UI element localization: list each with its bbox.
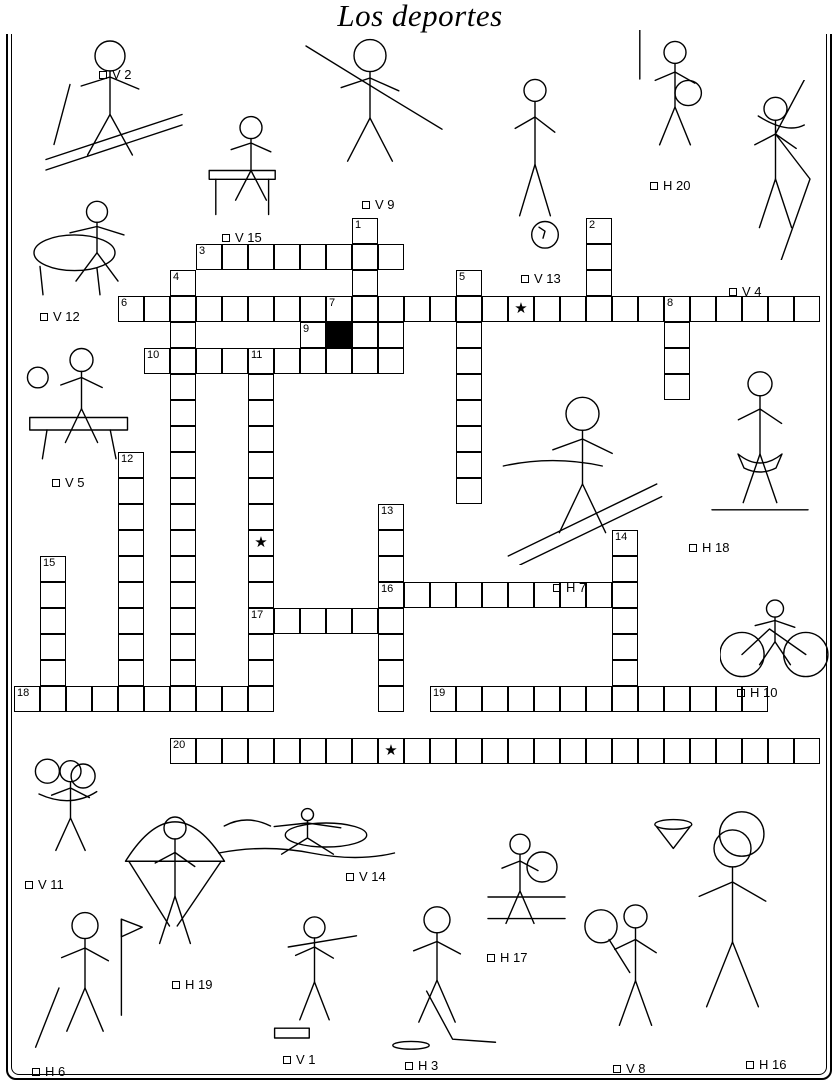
crossword-cell[interactable] [274, 244, 300, 270]
wrestlers-illustration [18, 752, 123, 872]
crossword-cell-9[interactable] [300, 322, 326, 348]
clue-label-text: V 15 [235, 230, 262, 245]
cell-number: 12 [121, 453, 134, 465]
clue-label-text: H 3 [418, 1058, 439, 1073]
soccer-player-illustration [480, 60, 590, 250]
clue-label-text: V 8 [626, 1061, 646, 1076]
golfer-illustration [20, 900, 150, 1060]
crossword-cell[interactable] [352, 270, 378, 296]
crossword-cell[interactable] [586, 296, 612, 322]
crossword-cell[interactable] [40, 686, 66, 712]
crossword-cell[interactable] [508, 296, 534, 322]
crossword-cell[interactable] [352, 348, 378, 374]
clue-checkbox[interactable] [746, 1061, 754, 1069]
crossword-cell-7[interactable] [326, 296, 352, 322]
clue-label-text: V 14 [359, 869, 386, 884]
clue-label-text: V 9 [375, 197, 395, 212]
crossword-cell[interactable] [170, 660, 196, 686]
cell-number: 16 [381, 583, 394, 595]
crossword-cell[interactable] [170, 426, 196, 452]
crossword-cell[interactable] [404, 582, 430, 608]
crossword-cell[interactable] [404, 738, 430, 764]
clue-label-text: V 11 [38, 877, 64, 892]
crossword-cell[interactable] [248, 634, 274, 660]
crossword-cell[interactable] [352, 322, 378, 348]
clue-label-text: V 12 [53, 309, 80, 324]
clue-checkbox[interactable] [32, 1068, 40, 1076]
crossword-cell[interactable] [456, 322, 482, 348]
cell-number: 17 [251, 609, 264, 621]
clue-checkbox[interactable] [613, 1065, 621, 1073]
clue-label-text: H 7 [566, 580, 587, 595]
crossword-cell[interactable] [118, 478, 144, 504]
crossword-cell[interactable] [40, 608, 66, 634]
crossword-cell[interactable] [482, 686, 508, 712]
crossword-cell[interactable] [248, 738, 274, 764]
clue-label-h7[interactable] [553, 580, 586, 595]
crossword-cell[interactable] [170, 504, 196, 530]
crossword-cell[interactable] [248, 686, 274, 712]
crossword-cell[interactable] [378, 530, 404, 556]
crossword-cell[interactable] [118, 686, 144, 712]
water-skier-illustration [500, 385, 665, 565]
crossword-cell[interactable] [378, 244, 404, 270]
clue-checkbox[interactable] [405, 1062, 413, 1070]
crossword-cell[interactable] [664, 348, 690, 374]
crossword-cell[interactable] [456, 478, 482, 504]
page-title-text: Los deportes [325, 0, 514, 33]
crossword-cell[interactable] [664, 686, 690, 712]
crossword-cell[interactable] [40, 582, 66, 608]
cell-number: 9 [303, 323, 310, 335]
crossword-cell[interactable] [248, 556, 274, 582]
crossword-cell[interactable] [118, 530, 144, 556]
crossword-cell[interactable] [456, 738, 482, 764]
crossword-cell[interactable] [378, 738, 404, 764]
crossword-cell[interactable] [794, 738, 820, 764]
crossword-cell[interactable] [456, 426, 482, 452]
fencer-illustration [290, 30, 450, 190]
crossword-cell[interactable] [378, 322, 404, 348]
crossword-cell[interactable] [40, 660, 66, 686]
crossword-cell[interactable] [300, 608, 326, 634]
crossword-cell[interactable] [352, 244, 378, 270]
crossword-cell[interactable] [196, 296, 222, 322]
clue-label-v13[interactable] [521, 271, 561, 286]
crossword-cell[interactable] [638, 686, 664, 712]
cell-number: 1 [355, 219, 362, 231]
cell-number: 6 [121, 297, 128, 309]
crossword-cell[interactable] [508, 738, 534, 764]
crossword-cell[interactable] [378, 686, 404, 712]
crossword-cell[interactable] [378, 556, 404, 582]
crossword-cell[interactable] [118, 556, 144, 582]
cell-number: 18 [17, 687, 30, 699]
crossword-cell[interactable] [560, 296, 586, 322]
crossword-cell[interactable] [352, 608, 378, 634]
crossword-cell[interactable] [378, 348, 404, 374]
crossword-cell[interactable] [690, 738, 716, 764]
clue-label-v11[interactable] [25, 877, 64, 892]
crossword-cell[interactable] [274, 738, 300, 764]
crossword-cell[interactable] [222, 738, 248, 764]
crossword-cell[interactable] [222, 686, 248, 712]
crossword-cell[interactable] [638, 738, 664, 764]
crossword-cell[interactable] [638, 296, 664, 322]
crossword-cell[interactable] [196, 348, 222, 374]
clue-label-text: V 4 [742, 284, 762, 299]
crossword-cell[interactable] [612, 296, 638, 322]
crossword-cell[interactable] [170, 634, 196, 660]
clue-label-text: H 19 [185, 977, 213, 992]
crossword-cell[interactable] [378, 296, 404, 322]
crossword-cell[interactable] [664, 374, 690, 400]
clue-checkbox[interactable] [362, 201, 370, 209]
cell-number: 13 [381, 505, 394, 517]
crossword-cell[interactable] [404, 296, 430, 322]
cell-number: 7 [329, 297, 336, 309]
crossword-cell[interactable] [222, 244, 248, 270]
crossword-cell[interactable] [248, 400, 274, 426]
crossword-cell[interactable] [326, 738, 352, 764]
clue-checkbox[interactable] [52, 479, 60, 487]
clue-label-h19[interactable] [172, 977, 212, 992]
clue-checkbox[interactable] [40, 313, 48, 321]
crossword-cell[interactable] [326, 244, 352, 270]
ice-skater-illustration [700, 355, 820, 535]
crossword-cell-18[interactable] [14, 686, 40, 712]
crossword-cell[interactable] [196, 686, 222, 712]
clue-checkbox[interactable] [521, 275, 529, 283]
crossword-cell[interactable] [508, 686, 534, 712]
crossword-cell[interactable] [508, 582, 534, 608]
crossword-cell[interactable] [612, 738, 638, 764]
crossword-cell[interactable] [248, 426, 274, 452]
crossword-cell[interactable] [170, 478, 196, 504]
crossword-cell[interactable] [742, 738, 768, 764]
star-marker-icon: ★ [384, 742, 398, 759]
crossword-cell[interactable] [248, 504, 274, 530]
crossword-cell[interactable] [248, 374, 274, 400]
crossword-cell[interactable] [326, 348, 352, 374]
crossword-cell[interactable] [170, 348, 196, 374]
crossword-cell[interactable] [300, 738, 326, 764]
crossword-cell-20[interactable] [170, 738, 196, 764]
page-title [0, 0, 840, 34]
crossword-cell[interactable] [170, 322, 196, 348]
crossword-cell[interactable] [222, 348, 248, 374]
crossword-cell[interactable] [430, 738, 456, 764]
crossword-cell[interactable] [456, 400, 482, 426]
clue-label-h16[interactable] [746, 1057, 786, 1072]
skier-illustration [30, 32, 190, 182]
crossword-cell[interactable] [300, 348, 326, 374]
crossword-cell[interactable] [170, 374, 196, 400]
clue-label-h18[interactable] [689, 540, 729, 555]
clue-label-h20[interactable] [650, 178, 690, 193]
crossword-cell-15[interactable] [40, 556, 66, 582]
crossword-cell[interactable] [170, 296, 196, 322]
crossword-cell[interactable] [664, 322, 690, 348]
crossword-cell[interactable] [586, 270, 612, 296]
table-tennis-illustration [24, 340, 139, 465]
crossword-cell[interactable] [170, 452, 196, 478]
crossword-cell-4[interactable] [170, 270, 196, 296]
crossword-cell[interactable] [612, 608, 638, 634]
clue-label-text: V 5 [65, 475, 85, 490]
cell-number: 3 [199, 245, 206, 257]
crossword-cell[interactable] [456, 452, 482, 478]
clue-label-text: H 17 [500, 950, 528, 965]
crossword-cell[interactable] [352, 296, 378, 322]
crossword-cell[interactable] [534, 738, 560, 764]
crossword-cell[interactable] [456, 296, 482, 322]
crossword-cell[interactable] [560, 738, 586, 764]
crossword-cell[interactable] [300, 244, 326, 270]
crossword-cell[interactable] [118, 504, 144, 530]
tennis-illustration [578, 890, 693, 1055]
crossword-cell[interactable] [690, 686, 716, 712]
clue-label-v8[interactable] [613, 1061, 646, 1076]
clue-checkbox[interactable] [25, 881, 33, 889]
crossword-cell[interactable] [612, 634, 638, 660]
crossword-cell[interactable] [612, 582, 638, 608]
crossword-cell[interactable] [378, 608, 404, 634]
crossword-cell[interactable] [274, 608, 300, 634]
cyclist-illustration [720, 595, 830, 680]
cell-number: 5 [459, 271, 466, 283]
crossword-cell-17[interactable] [248, 608, 274, 634]
crossword-cell-10[interactable] [144, 348, 170, 374]
crossword-cell-3[interactable] [196, 244, 222, 270]
clue-checkbox[interactable] [553, 584, 561, 592]
clue-label-v5[interactable] [52, 475, 85, 490]
crossword-cell[interactable] [118, 660, 144, 686]
clue-label-text: H 10 [750, 685, 778, 700]
swimmer-illustration [215, 805, 400, 865]
crossword-cell-19[interactable] [430, 686, 456, 712]
crossword-cell[interactable] [716, 296, 742, 322]
crossword-cell[interactable] [248, 478, 274, 504]
crossword-cell[interactable] [430, 582, 456, 608]
crossword-cell[interactable] [118, 608, 144, 634]
crossword-cell[interactable] [170, 608, 196, 634]
crossword-cell[interactable] [456, 374, 482, 400]
crossword-cell[interactable] [612, 686, 638, 712]
baseball-illustration [262, 905, 367, 1045]
crossword-cell[interactable] [768, 296, 794, 322]
crossword-cell[interactable] [274, 348, 300, 374]
cell-number: 14 [615, 531, 628, 543]
crossword-cell[interactable] [170, 556, 196, 582]
crossword-cell[interactable] [92, 686, 118, 712]
crossword-cell[interactable] [742, 296, 768, 322]
crossword-cell[interactable] [248, 452, 274, 478]
cell-number: 19 [433, 687, 446, 699]
crossword-cell[interactable] [378, 660, 404, 686]
crossword-cell[interactable] [586, 738, 612, 764]
crossword-cell[interactable] [560, 686, 586, 712]
crossword-cell[interactable] [534, 686, 560, 712]
clue-label-v4[interactable] [729, 284, 762, 299]
crossword-cell[interactable] [716, 738, 742, 764]
clue-checkbox[interactable] [729, 288, 737, 296]
clue-checkbox[interactable] [737, 689, 745, 697]
crossword-cell[interactable] [586, 582, 612, 608]
crossword-cell[interactable] [40, 634, 66, 660]
crossword-cell[interactable] [456, 348, 482, 374]
crossword-cell[interactable] [300, 296, 326, 322]
clue-label-v12[interactable] [40, 309, 80, 324]
crossword-cell[interactable] [170, 582, 196, 608]
crossword-cell[interactable] [274, 296, 300, 322]
climber-illustration [718, 80, 833, 260]
crossword-cell[interactable] [534, 296, 560, 322]
crossword-cell[interactable] [690, 296, 716, 322]
title-band [0, 0, 840, 34]
crossword-cell[interactable] [794, 296, 820, 322]
crossword-cell[interactable] [248, 296, 274, 322]
crossword-cell[interactable] [378, 634, 404, 660]
star-marker-icon: ★ [514, 300, 528, 317]
crossword-cell-13[interactable] [378, 504, 404, 530]
clue-checkbox[interactable] [172, 981, 180, 989]
clue-label-text: V 1 [296, 1052, 316, 1067]
cell-number: 4 [173, 271, 180, 283]
crossword-cell[interactable] [664, 738, 690, 764]
crossword-cell-5[interactable] [456, 270, 482, 296]
crossword-cell[interactable] [66, 686, 92, 712]
crossword-cell[interactable] [482, 582, 508, 608]
clue-label-h10[interactable] [737, 685, 777, 700]
clue-label-v9[interactable] [362, 197, 395, 212]
crossword-cell[interactable] [248, 582, 274, 608]
crossword-cell[interactable] [586, 686, 612, 712]
clue-label-h3[interactable] [405, 1058, 438, 1073]
crossword-cell[interactable] [248, 660, 274, 686]
crossword-cell-1[interactable] [352, 218, 378, 244]
clue-label-text: H 18 [702, 540, 730, 555]
clue-label-v14[interactable] [346, 869, 386, 884]
clue-checkbox[interactable] [222, 234, 230, 242]
cell-number: 2 [589, 219, 596, 231]
crossword-cell[interactable] [222, 296, 248, 322]
crossword-cell[interactable] [170, 400, 196, 426]
crossword-cell[interactable] [144, 686, 170, 712]
clue-label-text: H 6 [45, 1064, 66, 1079]
crossword-cell[interactable] [456, 686, 482, 712]
crossword-cell-16[interactable] [378, 582, 404, 608]
crossword-cell[interactable] [196, 738, 222, 764]
horse-rider-illustration [22, 195, 172, 300]
clue-label-text: H 16 [759, 1057, 787, 1072]
clue-checkbox[interactable] [689, 544, 697, 552]
clue-label-h6[interactable] [32, 1064, 65, 1079]
clue-label-text: V 2 [112, 67, 132, 82]
football-player-illustration [620, 30, 730, 170]
crossword-cell[interactable] [326, 322, 352, 348]
crossword-cell[interactable] [482, 296, 508, 322]
hockey-illustration [372, 895, 502, 1050]
crossword-cell[interactable] [352, 738, 378, 764]
crossword-cell[interactable] [430, 296, 456, 322]
crossword-cell[interactable] [456, 582, 482, 608]
crossword-cell[interactable] [482, 738, 508, 764]
crossword-cell[interactable] [248, 530, 274, 556]
crossword-cell[interactable] [768, 738, 794, 764]
cell-number: 10 [147, 349, 160, 361]
crossword-cell[interactable] [118, 634, 144, 660]
cell-number: 11 [251, 349, 263, 361]
crossword-cell[interactable] [118, 582, 144, 608]
crossword-cell[interactable] [612, 660, 638, 686]
clue-checkbox[interactable] [283, 1056, 291, 1064]
clue-label-text: H 20 [663, 178, 691, 193]
crossword-cell-8[interactable] [664, 296, 690, 322]
cell-number: 8 [667, 297, 674, 309]
clue-label-v15[interactable] [222, 230, 262, 245]
crossword-cell[interactable] [170, 530, 196, 556]
clue-checkbox[interactable] [650, 182, 658, 190]
crossword-cell-11[interactable] [248, 348, 274, 374]
cell-number: 20 [173, 739, 186, 751]
crossword-cell[interactable] [170, 686, 196, 712]
clue-label-v1[interactable] [283, 1052, 316, 1067]
crossword-cell[interactable] [326, 608, 352, 634]
crossword-cell[interactable] [248, 244, 274, 270]
cell-number: 15 [43, 557, 56, 569]
clue-label-text: V 13 [534, 271, 561, 286]
clue-checkbox[interactable] [346, 873, 354, 881]
star-marker-icon: ★ [254, 534, 268, 551]
